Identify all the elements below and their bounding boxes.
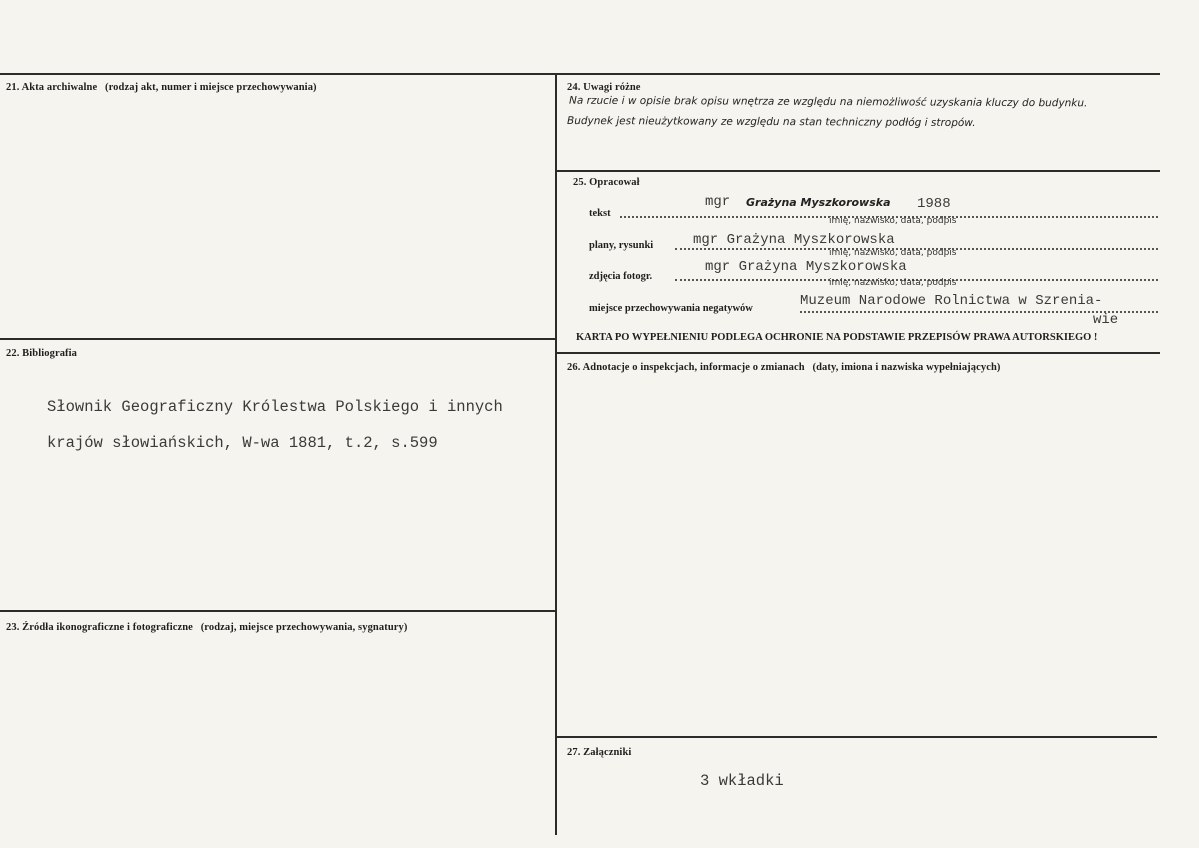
top-rule [0,73,1160,75]
section-26-title: 26. Adnotacje o inspekcjach, informacje o zmianach [567,362,805,373]
rule-21-22 [0,338,556,340]
copyright-notice: KARTA PO WYPEŁNIENIU PODLEGA OCHRONIE NA PODSTAWIE PRZEPISÓW PRAWA AUTORSKIEGO ! [576,332,1098,343]
section-26-label [567,362,1001,373]
section-25-label: 25. Opracował [573,177,640,188]
negatywy-value-continued: wie [1093,312,1119,328]
bibliography-line-2: krajów słowiańskich, W-wa 1881, t.2, s.599 [47,434,438,452]
zdjecia-label: zdjęcia fotogr. [589,271,653,282]
remarks-line-2: Budynek jest nieużytkowany ze względu na stan techniczny podłóg i stropów. [566,114,976,130]
tekst-label: tekst [589,208,611,219]
tekst-signature: Grażyna Myszkorowska [746,196,891,209]
section-22-label: 22. Bibliografia [6,348,78,359]
rule-24-25 [557,170,1160,172]
remarks-line-1: Na rzucie i w opisie brak opisu wnętrza ze względu na niemożliwość uzyskania kluczy do budynku. [568,94,1088,110]
rule-22-23 [0,610,556,612]
rule-26-27 [557,736,1157,738]
section-26-hint: (daty, imiona i nazwiska wypełniających) [812,362,1001,373]
attachments-value: 3 wkładki [700,772,784,790]
negatywy-value: Muzeum Narodowe Rolnictwa w Szrenia- [800,293,1103,309]
section-23-title: 23. Źródła ikonograficzne i fotograficzne [6,622,193,633]
tekst-caption: imię, nazwisko, data, podpis [829,216,957,226]
section-21-title: 21. Akta archiwalne [6,82,98,93]
rule-25-26 [557,352,1160,354]
negatywy-label: miejsce przechowywania negatywów [589,303,753,314]
bibliography-line-1: Słownik Geograficzny Królestwa Polskiego i innych [47,398,503,416]
section-27-label: 27. Załączniki [567,747,632,758]
section-21-label [6,82,317,93]
plany-label: plany, rysunki [589,240,654,251]
tekst-prefix: mgr [705,194,731,210]
section-21-hint: (rodzaj akt, numer i miejsce przechowywania) [105,82,317,93]
section-24-label: 24. Uwagi różne [567,82,641,93]
tekst-year: 1988 [917,196,951,212]
plany-value: mgr Grażyna Myszkorowska [693,232,895,248]
zdjecia-caption: imię, nazwisko, data, podpis [829,278,957,288]
section-23-hint: (rodzaj, miejsce przechowywania, sygnatury) [200,622,408,633]
plany-caption: imię, nazwisko, data, podpis [829,248,957,258]
center-divider [555,73,557,835]
zdjecia-value: mgr Grażyna Myszkorowska [705,259,907,275]
section-23-label [6,622,407,633]
